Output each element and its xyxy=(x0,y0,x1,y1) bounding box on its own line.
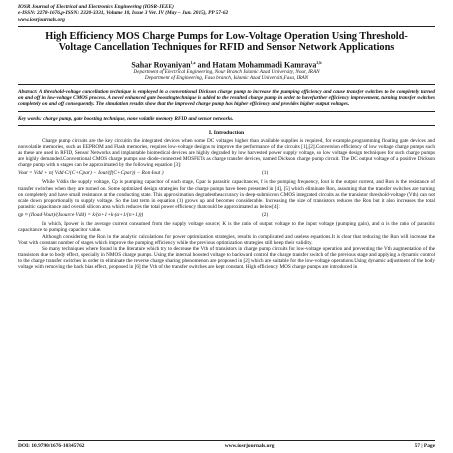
header-rule xyxy=(18,26,435,27)
footer-rule xyxy=(18,440,435,441)
journal-header xyxy=(18,4,435,23)
keywords: Key words: charge pump, gate boosting technique, none volatile memory RFID and sensor networks. xyxy=(18,115,234,122)
paragraph-2: While Vddis the supply voltage, Cp is pumping capacitor of each stage, Cpar is parasitic capacitances, f is the pumping frequency, Iout is the output current, and Ron is the resistance of transfer switches when they are turned on. Some optimized design strategies for the charge pumps have been presented in [4], [5] which eliminate Ron, assuming that the transfer switches are turning on completely and have small resistance at the conducting state. This approximation degradestheaccuracy in deep-submicron CMOS integrated circuits as the transistor threshold-voltage (Vth) can not scale down proportionally to supply voltage. So the last term in equation (1) grows up and becomes considerable. Increasing the size of transistors reduces the Ron but it also increases the total parasitic capacitance and overall silicon area which reduces the total power efficiency thatcould be approximated as below[4]: xyxy=(18,179,435,211)
author-2-sup: 2,b xyxy=(316,59,322,65)
paragraph-4: Although considering the Ron in the analytic calculations for power optimization strategies, results in complicated and useless equations.It is clear that reducing the Ron will increase the Vout with constant number of stages which improve the pumping efficiency while the previous optimization strategies still keep their validity. xyxy=(18,233,435,246)
equation-2-body: ηp ≈ (Iload·Vout)/(Isource·Vdd) = k/(α+1+k·(α+1/(n+1))) xyxy=(18,212,144,219)
author-1-sup: 1,a xyxy=(190,59,196,65)
abstract-top-rule xyxy=(18,84,435,85)
equation-1-number: (1) xyxy=(262,170,269,177)
author-2: and Hatam Mohammadi Kamrava xyxy=(195,60,317,70)
abstract-bottom-rule xyxy=(18,111,435,112)
affiliation-2: Department of Engineering, Fasa branch, Islamic Azad Universiti,Fasa, IRAN xyxy=(144,75,309,82)
section-heading-introduction: I. Introduction xyxy=(208,129,245,136)
equation-1 xyxy=(18,169,435,178)
paragraph-3: In which, Ipower is the average current consumed from the supply voltage source; K is the ratio of output voltage to the input voltage (pumping gain), and α is the ratio of parasitic capacitance to pumping capacitor value. xyxy=(18,221,435,234)
footer-page-number: 57 | Page xyxy=(414,443,435,449)
author-1: Sahar Royaniyan xyxy=(131,60,191,70)
journal-issn: e-ISSN: 2278-1676,p-ISSN: 2320-3331, Volume 10, Issue 3 Ver. IV (May – Jun. 2015), PP 57-62 xyxy=(18,10,229,17)
journal-name: IOSR Journal of Electrical and Electronics Engineering (IOSR-JEEE) xyxy=(18,4,174,10)
equation-1-body: Vout = Vdd + n( Vdd·C/(C+Cpar) − Iout/(f(C+Cpar)) − Ron·Iout ) xyxy=(18,170,164,177)
affiliation-1: Department of Electrical Engineering, Nour Branch Islamic Azad University, Nour, IRAN xyxy=(133,69,320,76)
journal-website[interactable]: www.iosrjournals.org xyxy=(18,16,65,23)
keywords-rule xyxy=(18,125,435,126)
author-line xyxy=(18,58,435,70)
footer-doi: DOI: 10.9790/1676-10345762 xyxy=(18,443,85,449)
page-footer xyxy=(18,440,435,449)
footer-line xyxy=(18,443,435,449)
paragraph-5: So many techniques where found in the literature which try to decrease the Vth of transistors in charge pump circuits for low-voltage operation and preventing the Vth augmentation of the transistors due to body effect, specially in NMOS charge pumps. Using the internal boosted voltage to backward control the charge transfer switch of the previous stage and applying a dynamic control to the charge transfer switches in order to eliminate the reverse charge sharing phenomenon are proposed in [2] which are suitable for the low-voltage operations.Using dynamic adjustment of the body voltage with removing the back bias effect, proposed in [6] the Vth of the transfer switches are kept constant. High efficiency MOS charge pumps are introduced in xyxy=(18,245,435,271)
equation-2-number: (2) xyxy=(262,212,269,219)
footer-website[interactable]: www.iosrjournals.org xyxy=(224,443,275,449)
paper-title: High Efficiency MOS Charge Pumps for Low-Voltage Operation Using Threshold-Voltage Cancellation Techniques for RFID and Sensor Network Applications xyxy=(45,31,408,54)
paragraph-1: Charge pump circuits are the key circuitin the integrated devices when some DC voltages higher than available supplies is required, for example,programming floating gate devices and nonvolatile memories, such as EEPROM and Flash memories, requires low-voltage designs to improve the performance of the circuits [1],[2].Conversion efficiency of low voltage charge pumps such as these are used in RFID, Sensor Networks and implantable biomedical devices are highly degraded by low harvested power supply voltage, so low voltage design techniques for such charge pumps are highly demanded.Conventional CMOS charge pumps use diode-connected MOSFETs as charge transfer devices, named Dickson charge pump circuit. The DC output voltage of a positive Dickson charge pump with n stages can be approximated by the following equation [3]: xyxy=(18,137,435,169)
equation-2 xyxy=(18,211,435,220)
abstract: Abstract: A threshold-voltage cancellation technique is employed in a conventional Dickson charge pump to increase the pumping efficiency and cause transfer switches to be completely turned on and off in low-voltage CMOS process. A novel enhanced gate boostingtechnique is added to the resulted charge pump in order to havefurther efficiency improvement, turning transfer switches completely on and off consequently. The simulation results show that the improved charge pump has higher efficiency and provides higher output voltages. xyxy=(18,89,435,108)
body-text xyxy=(18,138,435,271)
